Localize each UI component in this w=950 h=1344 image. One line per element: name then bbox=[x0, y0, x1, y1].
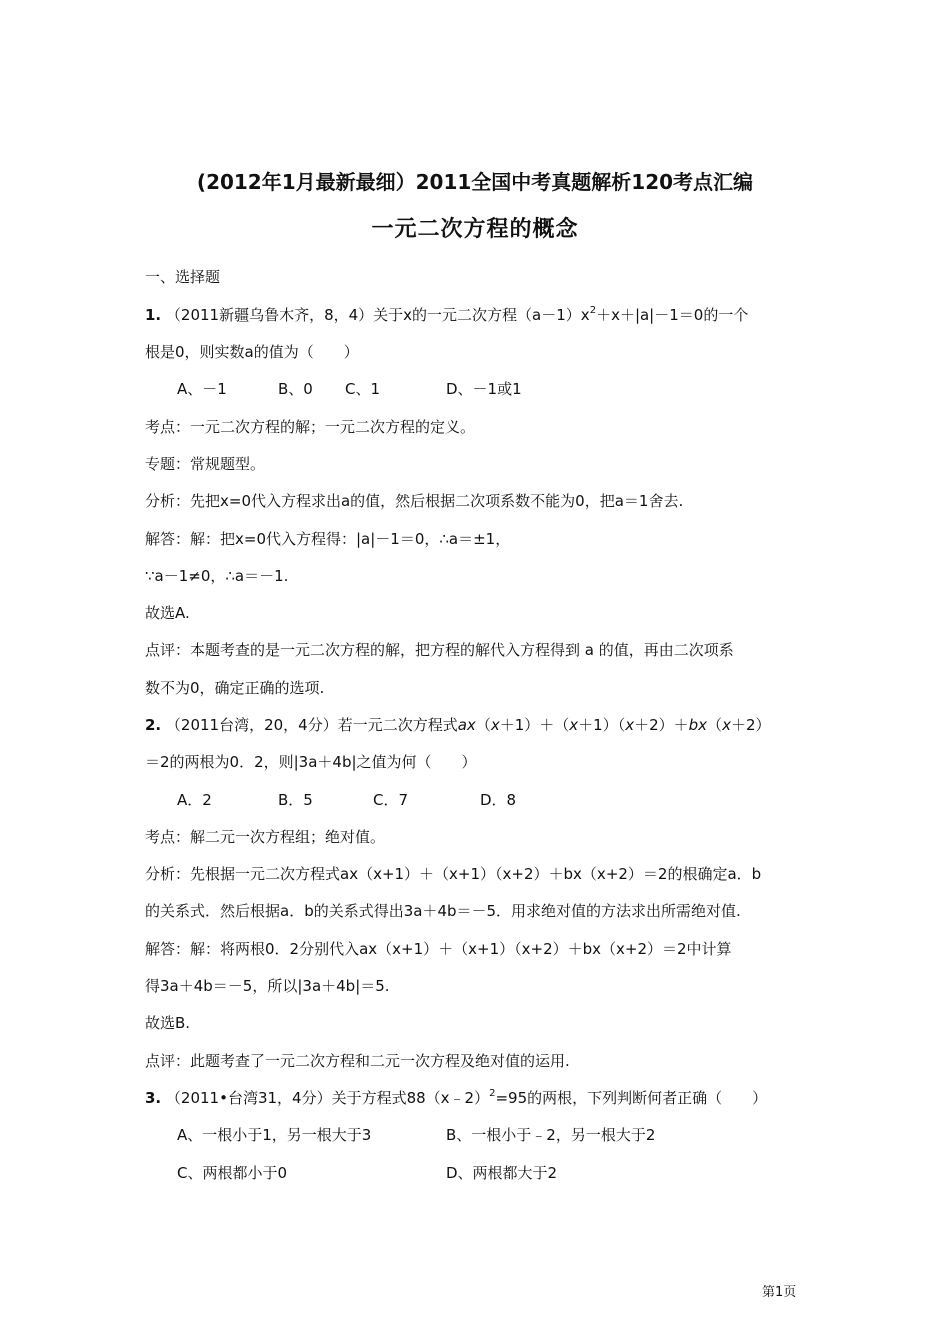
q2-stem-line1 bbox=[145, 715, 771, 735]
q1-jieda-line2: ∵a－1≠0，∴a＝－1. bbox=[145, 567, 289, 585]
q1-option-a: A、－1 bbox=[177, 380, 227, 398]
q3-number: 3. bbox=[145, 1089, 162, 1107]
q2-answer: 故选B. bbox=[145, 1014, 191, 1032]
q2-kaodian: 考点：解二元一次方程组；绝对值。 bbox=[145, 828, 386, 846]
q2-option-c: C．7 bbox=[373, 791, 409, 809]
q1-stem-b: ＋x＋|a|－1＝0的一个 bbox=[596, 306, 749, 324]
q2-stem-part: ＋1）＋（ bbox=[499, 716, 570, 734]
q3-option-d: D、两根都大于2 bbox=[446, 1164, 558, 1182]
q1-jieda-line1: 解答：解：把x=0代入方程得：|a|－1＝0，∴a＝±1， bbox=[145, 530, 511, 548]
q1-sup: 2 bbox=[589, 305, 597, 316]
q2-option-b: B．5 bbox=[278, 791, 313, 809]
q2-jieda-line1: 解答：解：将两根0．2分别代入ax（x+1）＋（x+1）（x+2）＋bx（x+2）＝2中计算 bbox=[145, 940, 732, 958]
q3-option-a: A、一根小于1，另一根大于3 bbox=[177, 1126, 372, 1144]
q1-dianping-line1: 点评：本题考查的是一元二次方程的解，把方程的解代入方程得到 a 的值，再由二次项系 bbox=[145, 641, 734, 659]
q2-stem-var: ax bbox=[457, 716, 476, 734]
q2-stem-part: （ bbox=[707, 716, 723, 734]
q2-stem-part: （2011台湾，20，4分）若一元二次方程式 bbox=[165, 716, 458, 734]
page-number: 第1页 bbox=[762, 1285, 797, 1300]
q3-sup: 2 bbox=[489, 1088, 496, 1099]
q2-stem-line2: ＝2的两根为0．2，则|3a＋4b|之值为何（ ） bbox=[145, 753, 477, 771]
q1-kaodian: 考点：一元二次方程的解；一元二次方程的定义。 bbox=[145, 418, 476, 436]
q2-fenxi-line2: 的关系式．然后根据a．b的关系式得出3a＋4b＝－5．用求绝对值的方法求出所需绝对值. bbox=[145, 902, 741, 920]
q2-stem-part: ＋2）＋ bbox=[634, 716, 689, 734]
q2-jieda-line2: 得3a＋4b＝－5，所以|3a＋4b|＝5. bbox=[145, 977, 390, 995]
q1-answer: 故选A. bbox=[145, 604, 190, 622]
q3-stem bbox=[145, 1088, 767, 1108]
document-title: (2012年1月最新最细）2011全国中考真题解析120考点汇编 bbox=[196, 170, 754, 194]
q2-stem-part: ＋1）（ bbox=[578, 716, 626, 734]
q1-number: 1. bbox=[145, 306, 162, 324]
q3-stem-b: =95的两根，下列判断何者正确（ ） bbox=[495, 1089, 768, 1107]
q2-stem-part: （ bbox=[475, 716, 491, 734]
q1-zhuanti: 专题：常规题型。 bbox=[145, 455, 266, 473]
q2-number: 2. bbox=[145, 716, 162, 734]
q3-stem-a: （2011•台湾31，4分）关于方程式88（x﹣2） bbox=[165, 1089, 490, 1107]
q1-option-c: C、1 bbox=[345, 380, 381, 398]
q2-stem-var: x bbox=[490, 716, 500, 734]
q1-stem-line2: 根是0，则实数a的值为（ ） bbox=[145, 343, 359, 361]
q2-stem-var: x bbox=[625, 716, 635, 734]
q1-stem-a: （2011新疆乌鲁木齐，8，4）关于x的一元二次方程（a－1）x bbox=[165, 306, 590, 324]
q1-fenxi: 分析：先把x=0代入方程求出a的值，然后根据二次项系数不能为0，把a＝1舍去. bbox=[145, 492, 684, 510]
q1-dianping-line2: 数不为0，确定正确的选项. bbox=[145, 679, 325, 697]
q3-option-b: B、一根小于﹣2，另一根大于2 bbox=[446, 1126, 656, 1144]
document-subtitle: 一元二次方程的概念 bbox=[371, 217, 579, 242]
q3-option-c: C、两根都小于0 bbox=[177, 1164, 288, 1182]
q2-dianping: 点评：此题考查了一元二次方程和二元一次方程及绝对值的运用. bbox=[145, 1052, 570, 1070]
q2-option-a: A．2 bbox=[177, 791, 212, 809]
q2-stem-var: bx bbox=[688, 716, 708, 734]
section-heading: 一、选择题 bbox=[145, 268, 221, 286]
q2-stem-part: ＋2） bbox=[730, 716, 771, 734]
q2-stem-var: x bbox=[569, 716, 579, 734]
q1-option-b: B、0 bbox=[278, 380, 313, 398]
q1-option-d: D、－1或1 bbox=[446, 380, 522, 398]
q1-stem-line1 bbox=[145, 305, 748, 325]
q2-stem-var: x bbox=[722, 716, 731, 734]
q2-fenxi-line1: 分析：先根据一元二次方程式ax（x+1）＋（x+1）（x+2）＋bx（x+2）＝2的根确定a．b bbox=[145, 865, 762, 883]
q2-option-d: D．8 bbox=[480, 791, 517, 809]
